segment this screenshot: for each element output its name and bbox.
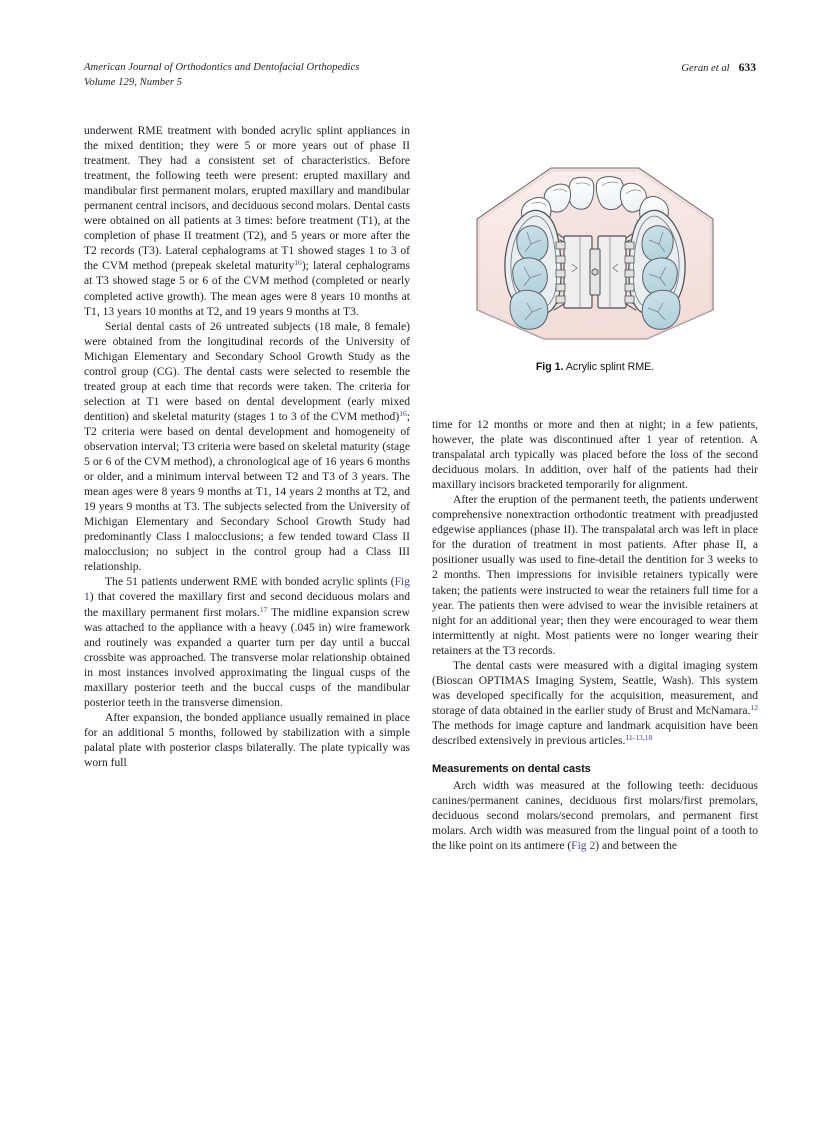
- figure-caption-label: Fig 1.: [535, 361, 564, 373]
- figure-1-caption: [432, 360, 758, 374]
- reference-superscript: 12: [750, 702, 758, 712]
- paragraph-continued: [84, 124, 410, 320]
- paragraph-post-expansion: [84, 711, 410, 771]
- para-text: Serial dental casts of 26 untreated subjects (18 male, 8 female) were obtained from the longitudinal records of the University of Michigan Elementary and Secondary School Growth Study as the control group (CG). The dental casts were selected to resemble the treated group at each time that records were taken. The criteria for selection at T1 were based on dental development (early mixed dentition) and skeletal maturity (stages 1 to 3 of the CVM method): [84, 320, 410, 423]
- running-head-authors-page: [681, 60, 756, 76]
- left-text-column: [84, 124, 410, 771]
- paragraph-retention: [432, 418, 758, 493]
- para-text: The midline expansion screw was attached to the appliance with a heavy (.045 in) wire framework and routinely was expanded a quarter turn per day until a buccal crossbite was approached. The transverse molar relationship obtained in most instances involved approximating the lingual cusps of the maxillary posterior teeth and the buccal cusps of the mandibular posterior teeth in the transverse dimension.: [84, 606, 410, 709]
- para-text: ); lateral cephalograms at T3 showed stage 5 or 6 of the CVM method (completed or nearly completed active growth). The mean ages were 8 years 10 months at T1, 13 years 10 months at T2, and 19 years 9 months at T3.: [84, 260, 410, 318]
- para-text: The 51 patients underwent RME with bonded acrylic splints (: [105, 576, 395, 589]
- journal-title: American Journal of Orthodontics and Dentofacial Orthopedics: [84, 62, 360, 73]
- paragraph-rme-protocol: [84, 575, 410, 710]
- running-head-authors: Geran et al: [681, 63, 730, 74]
- reference-superscript: 16: [399, 408, 407, 418]
- figure-cross-reference-link[interactable]: Fig 1: [84, 576, 410, 604]
- paragraph-arch-width: [432, 779, 758, 854]
- figure-cross-reference-link[interactable]: Fig 2: [571, 840, 596, 853]
- page-number: 633: [738, 61, 756, 74]
- para-text: After the eruption of the permanent teeth, the patients underwent comprehensive nonextraction orthodontic treatment with preadjusted edgewise appliances (phase II). The transpalatal arch was left in place for the duration of treatment in most patients. After phase II, a positioner usually was used to fine-detail the dentition for 3 weeks to 2 months. Then impressions for invisible retainers typically were taken; the patients were instructed to wear the retainers full time for a year. The patients then were advised to wear the invisible retainers at night for an additional year; then they were encouraged to wear them intermittently at night. Most patients were no longer wearing their retainers at the T3 records.: [432, 494, 758, 657]
- para-text: underwent RME treatment with bonded acrylic splint appliances in the mixed dentition; they were 5 or more years out of phase II treatment. They had a consistent set of characteristics. Before treatment, the following teeth were present: erupted maxillary and mandibular first permanent molars, erupted maxillary and mandibular permanent central incisors, and deciduous second molars. Dental casts were obtained on all patients at 3 times: before treatment (T1), at the completion of phase II treatment (T2), and 5 years or more after the T2 records (T3). Lateral cephalograms at T1 showed stages 1 to 3 of the CVM method (prepeak skeletal maturity: [84, 125, 410, 273]
- acrylic-splint-rme-illustration: [432, 124, 758, 346]
- running-head-journal: [84, 60, 359, 90]
- section-heading-measurements: Measurements on dental casts: [432, 763, 591, 776]
- running-head: [84, 60, 756, 94]
- para-text: Arch width was measured at the following teeth: deciduous canines/permanent canines, deciduous first molars/first premolars, deciduous second molars/second premolars, and permanent first molars. Arch width was measured from the lingual point of a tooth to the like point on its antimere (: [432, 780, 758, 853]
- paragraph-control-group: [84, 320, 410, 576]
- reference-superscript: 17: [259, 604, 268, 614]
- para-text: The dental casts were measured with a digital imaging system (Bioscan OPTIMAS Imaging System, Seattle, Wash). This system was developed specifically for the acquisition, measurement, and storage of data obtained in the earlier study of Brust and McNamara.: [432, 659, 758, 717]
- paragraph-imaging-system: [432, 659, 758, 749]
- figure-caption-text: Acrylic splint RME.: [565, 361, 655, 373]
- para-text: ) that covered the maxillary first and second deciduous molars and the maxillary permanent first molars.: [84, 591, 410, 619]
- para-text: ; T2 criteria were based on dental development and homogeneity of observation interval; T3 criteria were based on skeletal maturity (stage 5 or 6 of the CVM method), a chronological age of 16 years 6 months or older, and a minimum interval between T2 and T3 of 3 years. The mean ages were 8 years 9 months at T1, 14 years 2 months at T2, and 19 years 9 months at T3. The subjects selected from the University of Michigan Elementary and Secondary School Growth Study had predominantly Class I malocclusions; a few tended toward Class II malocclusion; no subject in the control group had a Class III relationship.: [84, 410, 410, 574]
- reference-superscript: 11-13,18: [625, 733, 653, 743]
- figure-1-image: [432, 124, 758, 346]
- journal-volume-issue: Volume 129, Number 5: [84, 77, 183, 88]
- para-text: time for 12 months or more and then at night; in a few patients, however, the plate was discontinued after 1 year of retention. A transpalatal arch typically was placed before the loss of the second deciduous molars. In addition, over half of the patients had their maxillary incisors bracketed temporarily for alignment.: [432, 419, 758, 492]
- para-text: After expansion, the bonded appliance usually remained in place for an additional 5 months, followed by stabilization with a simple palatal plate with posterior clasps bilaterally. The plate typically was worn full: [84, 711, 410, 769]
- reference-superscript: 16: [294, 258, 302, 268]
- paragraph-phase-two: [432, 493, 758, 659]
- para-text: The methods for image capture and landmark acquisition have been described extensively in previous articles.: [432, 719, 758, 747]
- para-text: ) and between the: [595, 840, 678, 853]
- figure-1: [432, 124, 758, 374]
- right-text-column: [432, 418, 758, 854]
